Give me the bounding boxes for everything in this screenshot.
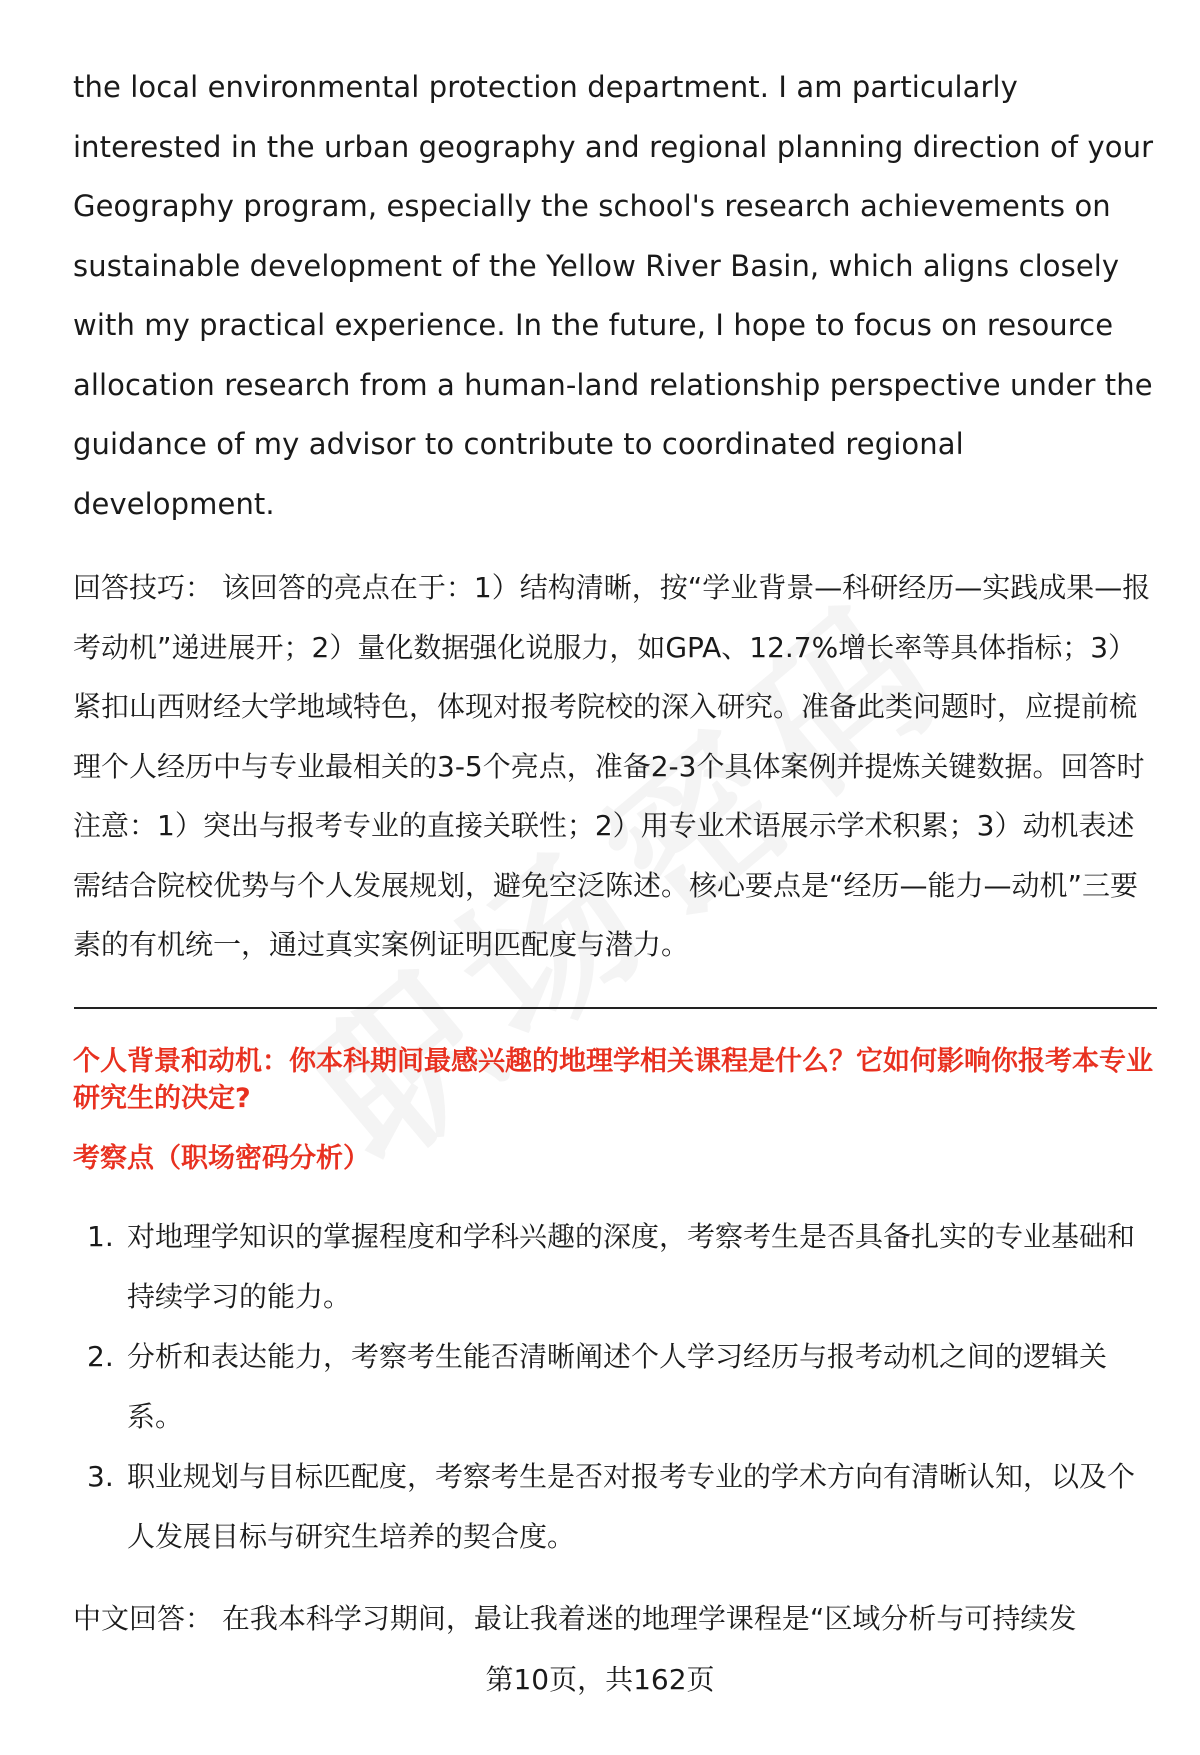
list-item-text: 对地理学知识的掌握程度和学科兴趣的深度，考察考生是否具备扎实的专业基础和持续学习的能力。 [127,1219,1136,1313]
list-number: 3. [87,1459,114,1493]
assessment-points-list [73,1207,1158,1567]
list-item-text: 分析和表达能力，考察考生能否清晰阐述个人学习经历与报考动机之间的逻辑关系。 [127,1339,1108,1433]
tips-text: 该回答的亮点在于：1）结构清晰，按“学业背景—科研经历—实践成果—报考动机”递进展开；2）量化数据强化说服力，如GPA、12.7%增长率等具体指标；3）紧扣山西财经大学地域特色，体现对报考院校的深入研究。准备此类问题时，应提前梳理个人经历中与专业最相关的3-5个亮点，准备2-3个具体案例并提炼关键数据。回答时注意：1）突出与报考专业的直接关联性；2）用专业术语展示学术积累；3）动机表述需结合院校优势与个人发展规划，避免空泛陈述。核心要点是“经历—能力—动机”三要素的有机统一，通过真实案例证明匹配度与潜力。 [73,571,1151,961]
answer-label: 中文回答： [73,1601,214,1635]
section-divider [74,1007,1157,1009]
list-item [73,1327,1158,1447]
list-number: 1. [87,1219,114,1253]
chinese-answer-paragraph [73,1589,1158,1649]
list-number: 2. [87,1339,114,1373]
list-item-text: 职业规划与目标匹配度，考察考生是否对报考专业的学术方向有清晰认知，以及个人发展目标与研究生培养的契合度。 [127,1459,1136,1553]
question-heading: 个人背景和动机：你本科期间最感兴趣的地理学相关课程是什么？它如何影响你报考本专业研究生的决定? [73,1045,1153,1114]
english-answer-paragraph: the local environmental protection department. I am particularly interested in the urban geography and regional planning direction of your Geography program, especially the school's research achievements on sustainable development of the Yellow River Basin, which aligns closely with my practical experience. In the future, I hope to focus on resource allocation research from a human-land relationship perspective under the guidance of my advisor to contribute to coordinated regional development. [73,70,1154,521]
answer-text: 在我本科学习期间，最让我着迷的地理学课程是“区域分析与可持续发 [221,1601,1077,1635]
answer-tips-paragraph [73,558,1158,975]
list-item [73,1207,1158,1327]
list-item [73,1447,1158,1567]
page-number-footer: 第10页，共162页 [485,1663,715,1696]
assessment-points-heading: 考察点（职场密码分析） [73,1142,370,1174]
tips-label: 回答技巧： [73,571,214,604]
document-page [73,58,1158,1649]
